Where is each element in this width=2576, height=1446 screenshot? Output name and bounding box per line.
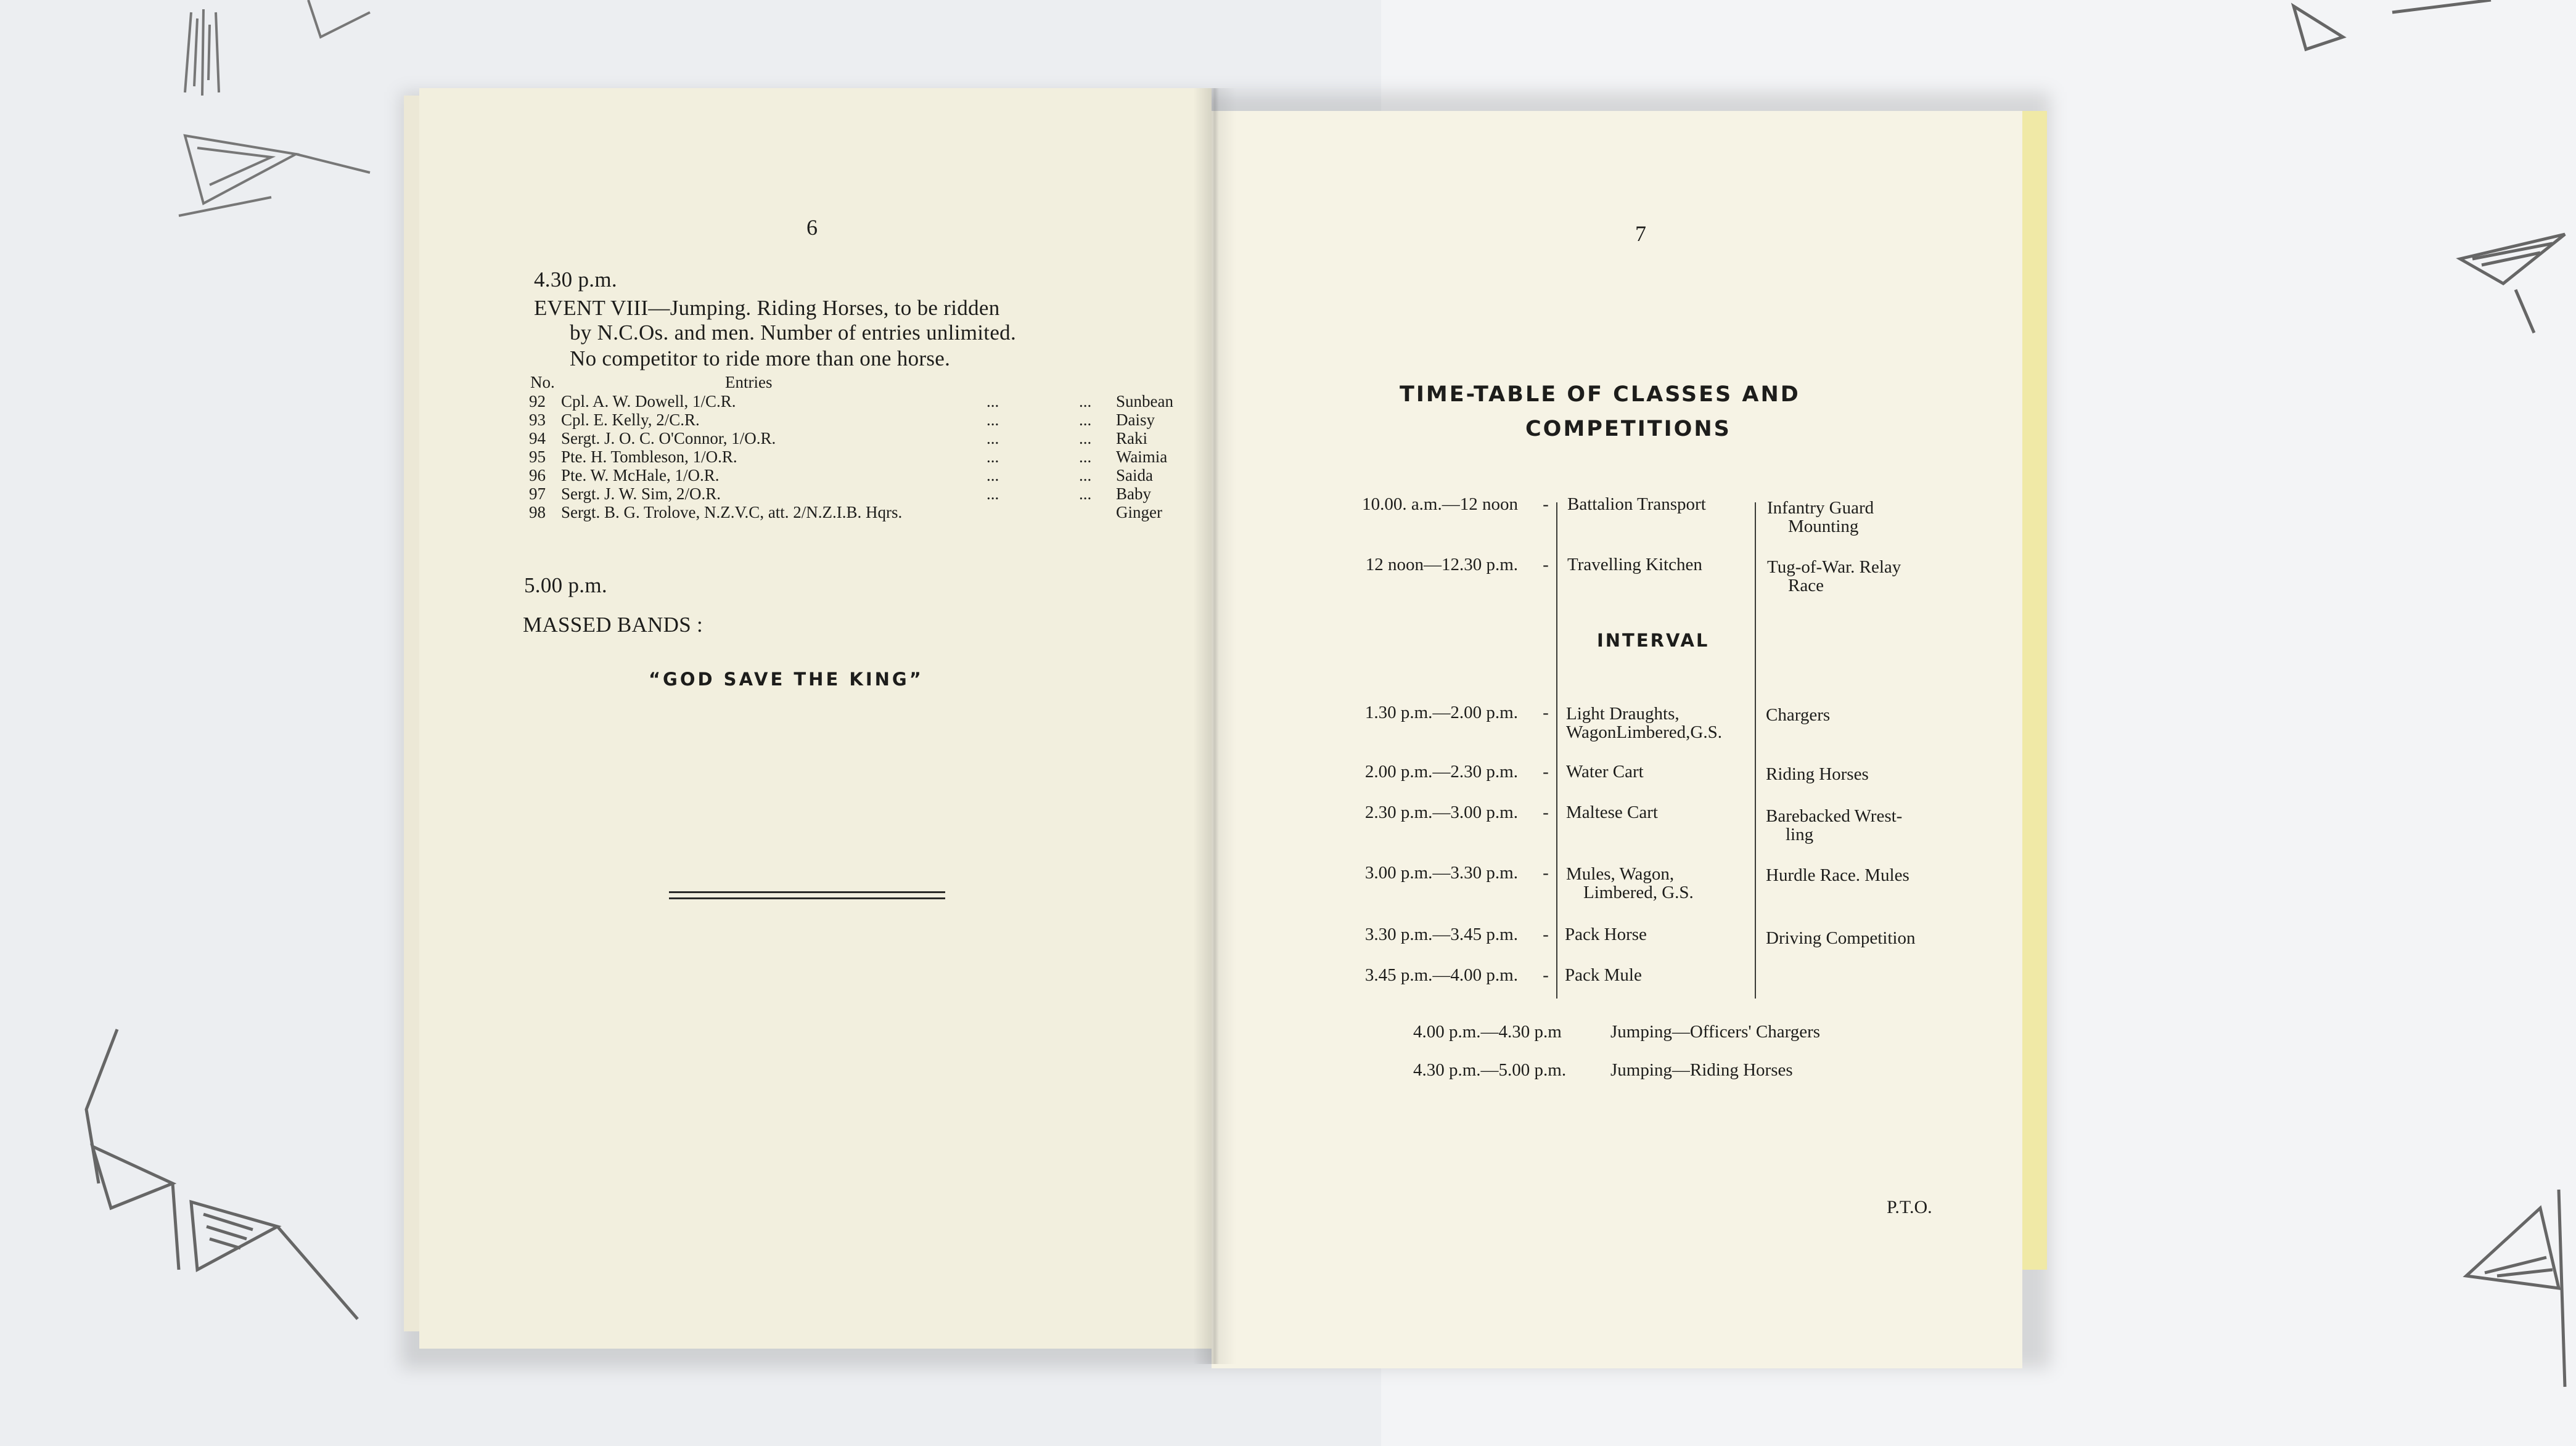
table-row: 97 Sergt. J. W. Sim, 2/O.R. ... ... Baby [529,484,1151,503]
page-number-left: 6 [806,215,818,240]
entries-table [529,392,1173,521]
slot-time: 10.00. a.m.—12 noon [1362,494,1518,514]
slot-competition: Riding Horses [1766,764,1869,784]
slot-competition: Chargers [1766,705,1831,725]
slot-time: 2.30 p.m.—3.00 p.m. [1364,803,1518,822]
timetable-title-line-2: COMPETITIONS [1525,417,1731,441]
slot-class: Battalion Transport [1567,494,1706,514]
column-header-no: No. [530,373,555,391]
slot-time: 3.45 p.m.—4.00 p.m. [1364,965,1518,985]
event-heading-line-2: by N.C.Os. and men. Number of entries unlimited. [570,321,1017,345]
slot-competition: Tug-of-War. Relay [1767,557,1901,577]
slot-class: Travelling Kitchen [1567,555,1702,574]
slot-time: 12 noon—12.30 p.m. [1365,555,1518,574]
slot-class: Mules, Wagon, [1566,864,1675,884]
pencil-sketch-top-right [2269,0,2576,370]
timetable-title-line-1: TIME-TABLE OF CLASSES AND [1400,382,1800,407]
interval-label: INTERVAL [1597,630,1710,651]
slot-competition: Infantry Guard [1767,498,1874,518]
page-number-right: 7 [1635,221,1646,246]
slot-class: Light Draughts, [1566,704,1680,724]
table-row: 95 Pte. H. Tombleson, 1/O.R. ... ... Waimia [529,447,1168,466]
event-heading-line-3: No competitor to ride more than one horse. [570,346,951,370]
slot-competition: Hurdle Race. Mules [1766,865,1909,885]
slot-competition: Driving Competition [1766,928,1916,948]
slot-class: Pack Horse [1565,925,1647,944]
anthem-title: “GOD SAVE THE KING” [649,669,924,690]
column-header-entries: Entries [725,373,773,391]
table-row: 93 Cpl. E. Kelly, 2/C.R. ... ... Daisy [529,411,1155,429]
slot-competition: Barebacked Wrest- [1766,806,1903,826]
slot-time: 3.30 p.m.—3.45 p.m. [1364,925,1518,944]
table-row: 98 Sergt. B. G. Trolove, N.Z.V.C, att. 2/N.Z.I.B. Hqrs. Ginger [529,503,1162,521]
double-rule-top [669,891,945,893]
slot-class: Maltese Cart [1566,803,1658,822]
booklet-gutter [1193,88,1236,1364]
pencil-sketch-bottom-left [49,1023,395,1331]
slot-time: 2.00 p.m.—2.30 p.m. [1364,762,1518,782]
jumping-event: Jumping—Riding Horses [1610,1060,1793,1080]
pencil-sketch-bottom-right [2442,1183,2576,1430]
slot-time: 1.30 p.m.—2.00 p.m. [1364,703,1518,722]
column-rule-2 [1755,502,1756,999]
slot-class: Water Cart [1566,762,1644,782]
table-row: 92 Cpl. A. W. Dowell, 1/C.R. ... ... Sunbean [529,392,1173,411]
event-time: 4.30 p.m. [534,268,617,292]
jumping-event: Jumping—Officers' Chargers [1610,1022,1821,1042]
slot-time: 3.00 p.m.—3.30 p.m. [1364,863,1518,883]
double-rule-bottom [669,897,945,899]
please-turn-over: P.T.O. [1887,1197,1932,1217]
jumping-time: 4.00 p.m.—4.30 p.m [1413,1022,1562,1042]
column-rule-1 [1556,502,1557,999]
slot-class: Pack Mule [1565,965,1642,985]
event-heading-line-1: EVENT VIII—Jumping. Riding Horses, to be ridden [534,296,1000,320]
table-row: 94 Sergt. J. O. C. O'Connor, 1/O.R. ... ... Raki [529,429,1147,447]
massed-bands-label: MASSED BANDS : [523,613,703,637]
jumping-time: 4.30 p.m.—5.00 p.m. [1413,1060,1567,1080]
table-row: 96 Pte. W. McHale, 1/O.R. ... ... Saida [529,466,1153,484]
second-time: 5.00 p.m. [524,573,607,597]
